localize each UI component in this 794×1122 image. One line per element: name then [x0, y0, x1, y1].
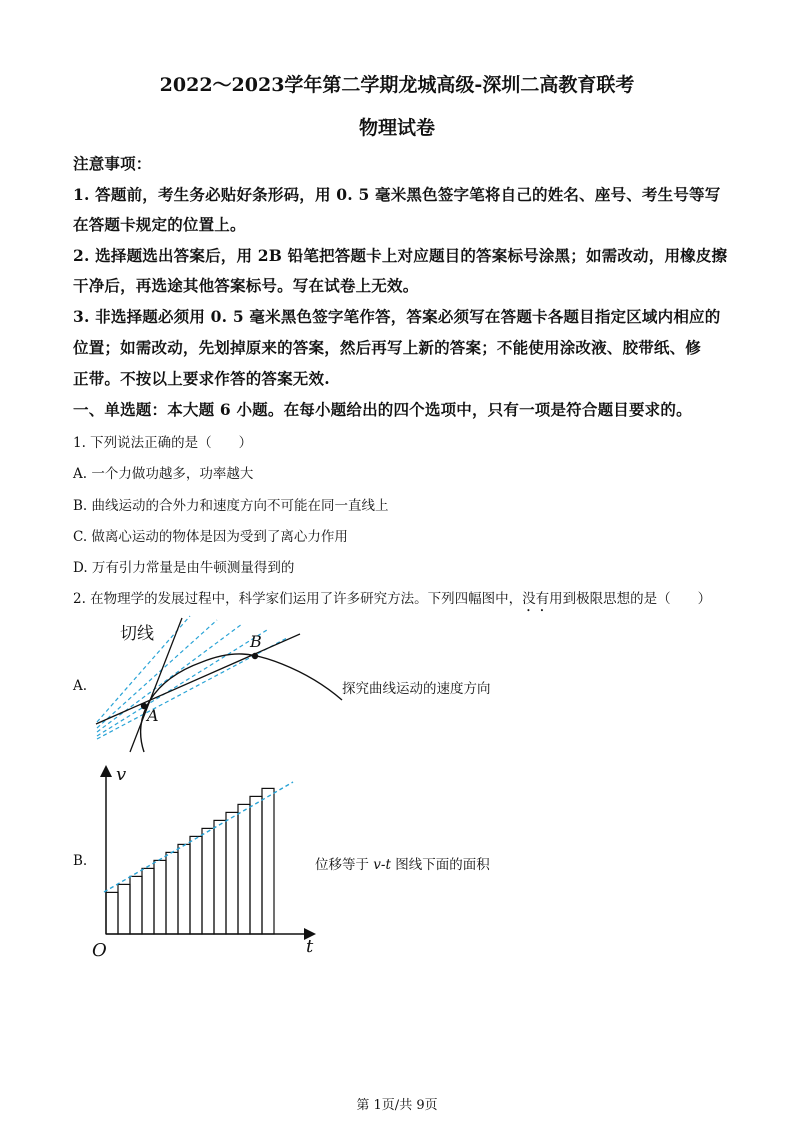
q2-option-a-label: A. [73, 678, 88, 694]
q1-option-d: D. 万有引力常量是由牛顿测量得到的 [73, 560, 295, 576]
area-bar [262, 788, 274, 934]
area-bar [214, 820, 226, 934]
notice-line-1: 1. 答题前，考生务必贴好条形码，用 0. 5 毫米黑色签字笔将自己的姓名、座号、考生号等写 [73, 185, 721, 204]
q2-stem-emphasis: 没有 [522, 591, 550, 607]
area-bar [238, 804, 250, 934]
area-bar [190, 836, 202, 934]
q1-option-a: A. 一个力做功越多，功率越大 [73, 466, 254, 482]
q1-option-c: C. 做离心运动的物体是因为受到了离心力作用 [73, 529, 348, 545]
q1-stem: 1. 下列说法正确的是（ ） [73, 435, 253, 451]
figure-vt-graph [88, 762, 328, 962]
notice-line-6: 位置；如需改动，先划掉原来的答案，然后再写上新的答案；不能使用涂改液、胶带纸、修 [73, 338, 702, 357]
q2-stem-end: 用到极限思想的是（ ） [549, 591, 712, 607]
q2-option-a-caption: 探究曲线运动的速度方向 [342, 681, 491, 697]
area-bar [118, 884, 130, 934]
area-bar [202, 828, 214, 934]
notice-line-5: 3. 非选择题必须用 0. 5 毫米黑色签字笔作答，答案必须写在答题卡各题目指定区域内相应的 [73, 307, 721, 326]
notice-line-7: 正带。不按以上要求作答的答案无效. [73, 369, 330, 388]
origin-label: O [92, 940, 107, 961]
area-bar [250, 796, 262, 934]
point-a-label: A [147, 706, 159, 725]
section-heading: 一、单选题：本大题 6 小题。在每小题给出的四个选项中，只有一项是符合题目要求的。 [73, 400, 692, 419]
page-number: 第 1页/共 9页 [356, 1098, 438, 1113]
tangent-label: 切线 [120, 624, 154, 644]
area-bar [142, 868, 154, 934]
t-axis-label: t [306, 936, 314, 957]
q1-option-b: B. 曲线运动的合外力和速度方向不可能在同一直线上 [73, 498, 389, 514]
q2-stem [73, 587, 711, 615]
secant-line-ab [96, 634, 300, 724]
v-axis-label: v [116, 764, 127, 785]
caption-b-var: v-t [373, 857, 391, 873]
exam-subject: 物理试卷 [358, 117, 435, 139]
notice-line-2: 在答题卡规定的位置上。 [73, 215, 246, 234]
area-bar [106, 892, 118, 934]
area-bar [166, 852, 178, 934]
area-bar [178, 844, 190, 934]
motion-curve [141, 654, 342, 752]
q2-stem-start: 2. 在物理学的发展过程中，科学家们运用了许多研究方法。下列四幅图中， [73, 591, 523, 607]
notice-heading: 注意事项： [73, 154, 152, 173]
q2-option-b-caption [315, 853, 490, 873]
figure-curve-tangent [92, 612, 352, 757]
area-bar [154, 860, 166, 934]
point-b [252, 653, 258, 659]
exam-title: 2022～2023学年第二学期龙城高级-深圳二高教育联考 [159, 74, 635, 96]
area-bar [226, 812, 238, 934]
caption-b-start: 位移等于 [315, 857, 374, 873]
notice-line-4: 干净后，再选途其他答案标号。写在试卷上无效。 [73, 276, 419, 295]
q2-option-b-label: B. [73, 853, 88, 869]
caption-b-end: 图线下面的面积 [390, 857, 490, 873]
v-t-line [104, 782, 293, 892]
area-bars [106, 788, 274, 934]
notice-line-3: 2. 选择题选出答案后，用 2B 铅笔把答题卡上对应题目的答案标号涂黑；如需改动，用橡皮擦 [73, 246, 728, 265]
point-b-label: B [250, 632, 262, 651]
area-bar [130, 876, 142, 934]
